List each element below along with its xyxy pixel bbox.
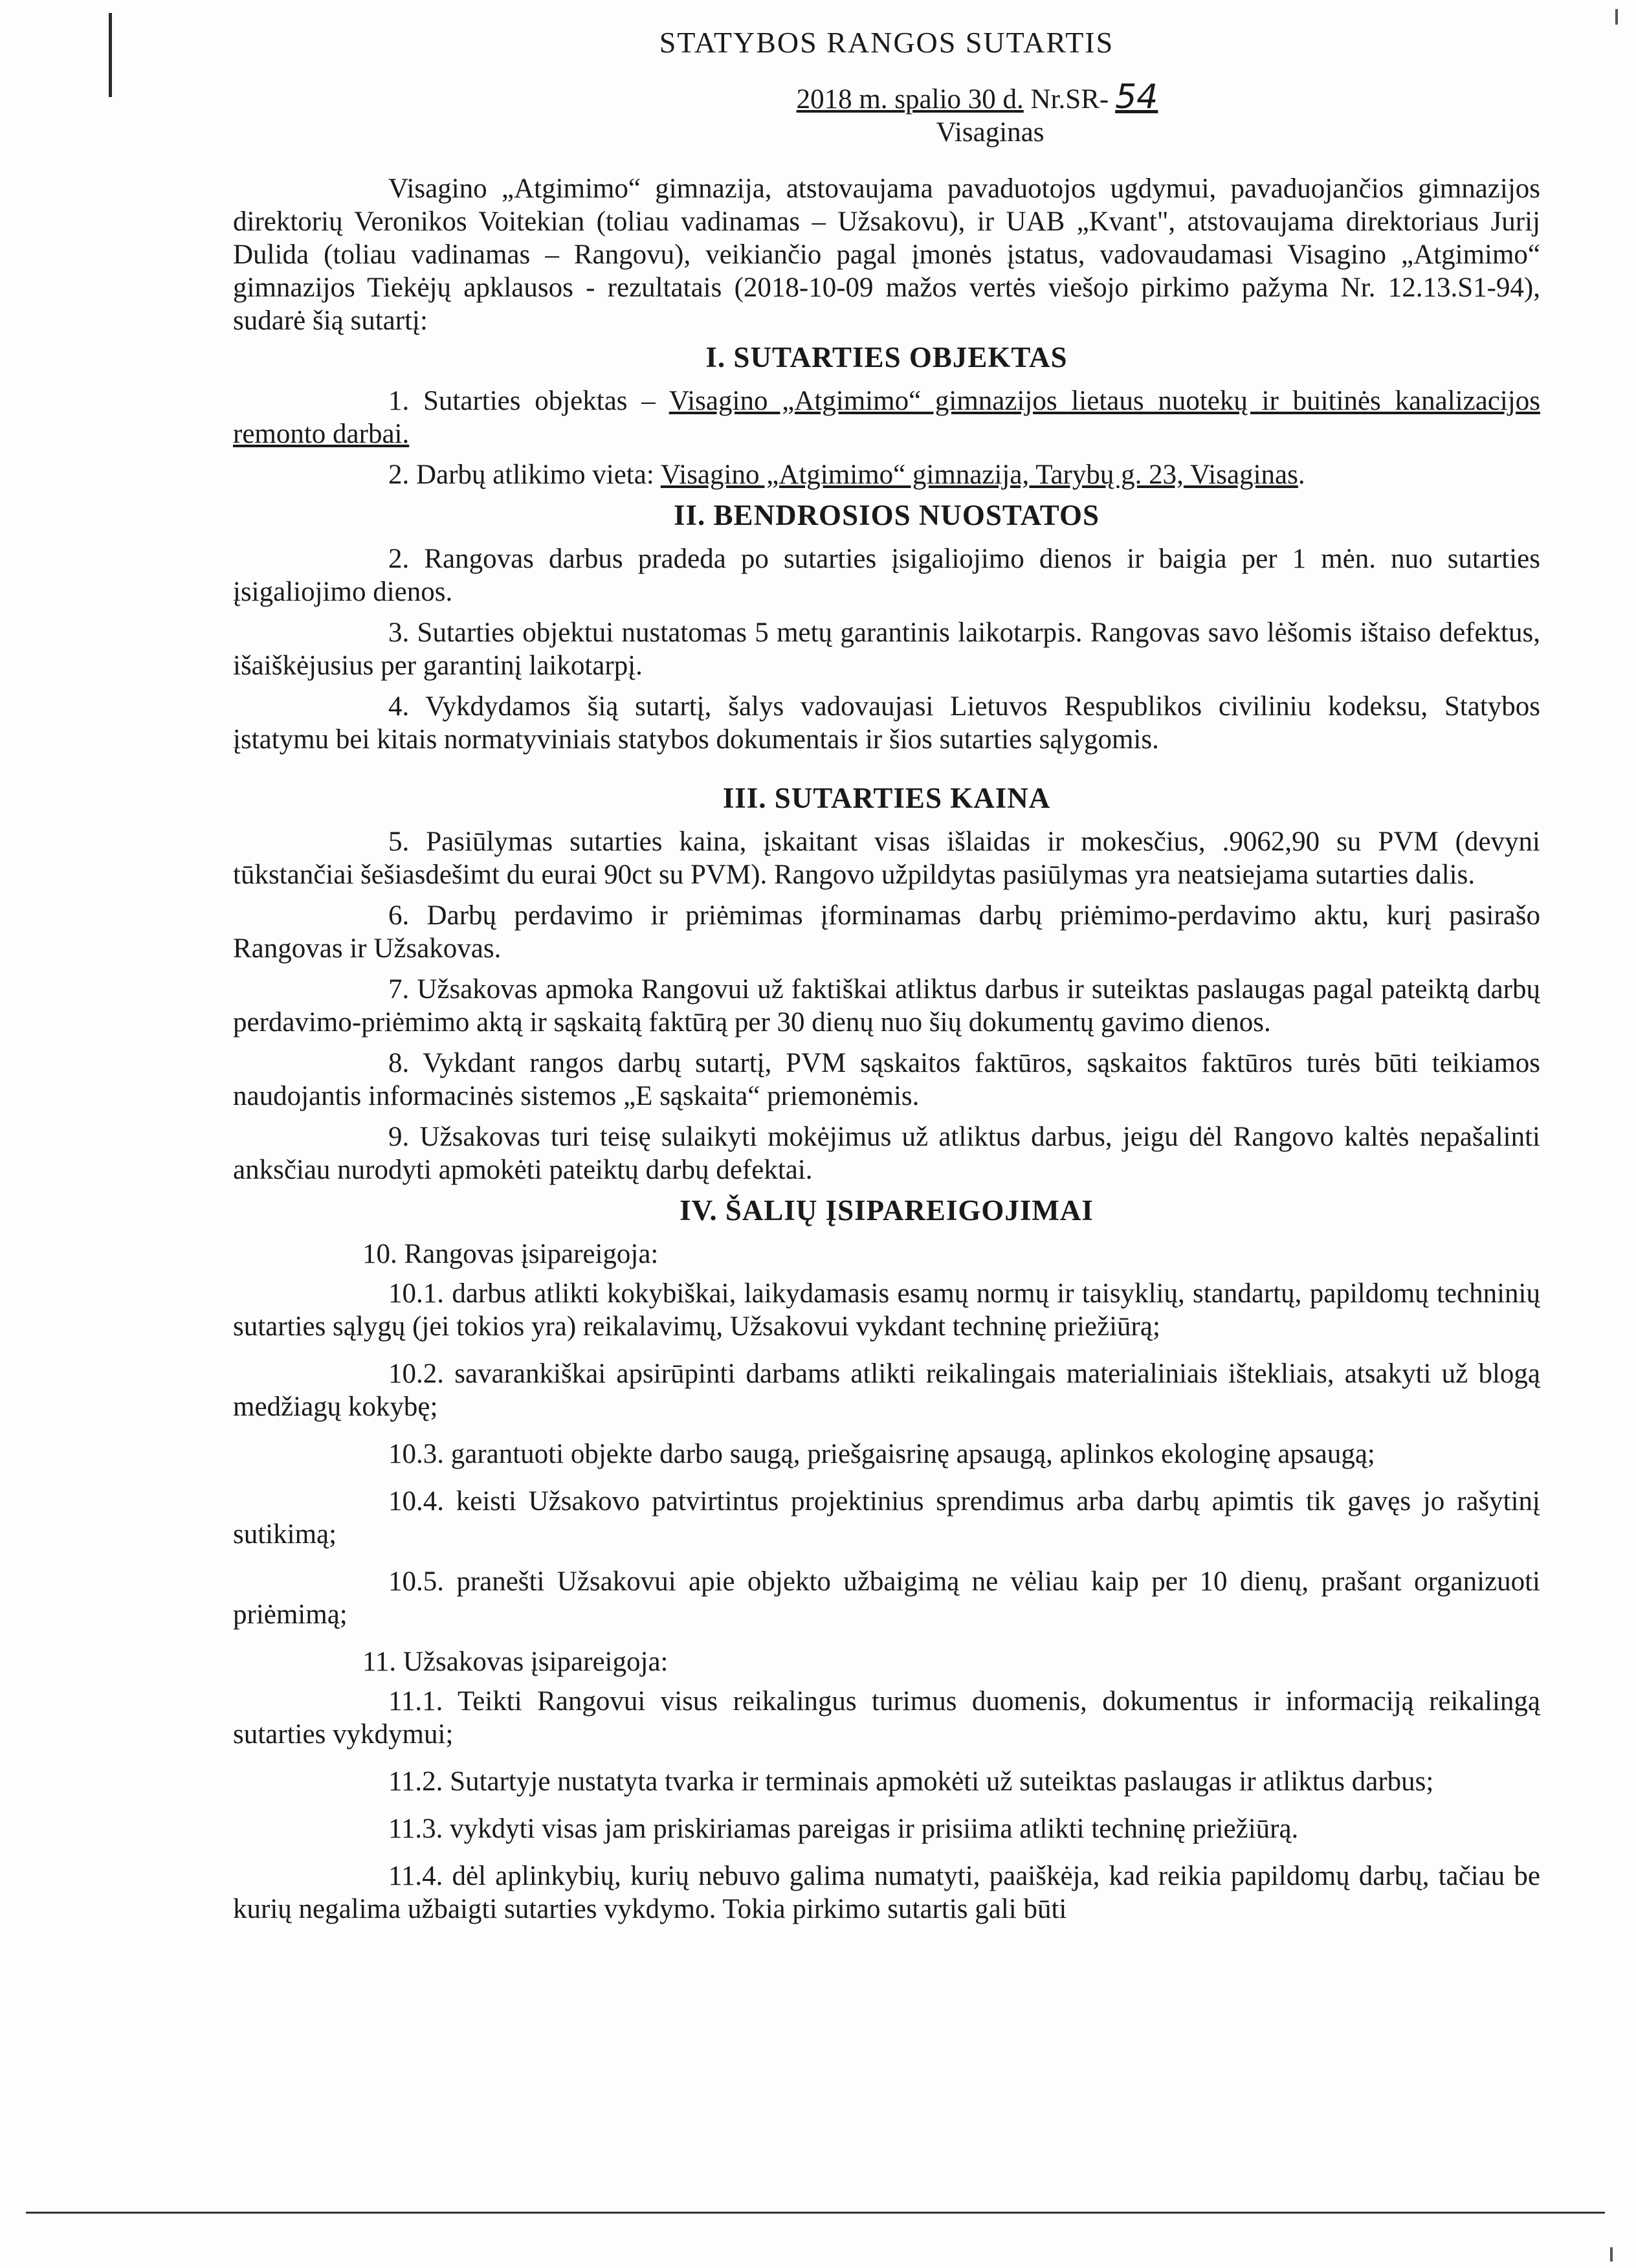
clause-3: 3. Sutarties objektui nustatomas 5 metų garantinis laikotarpis. Rangovas savo lėšomis ištaiso defektus, išaiškėjusius per garantinį laikotarpį. [233,617,1540,681]
clause-10: 10. Rangovas įsipareigoja: [362,1239,659,1269]
section-heading-isipareigojimai: IV. ŠALIŲ ĮSIPAREIGOJIMAI [680,1194,1094,1227]
contract-number-prefix: Nr.SR- [1030,84,1109,115]
clause-10-3: 10.3. garantuoti objekte darbo saugą, priešgaisrinę apsaugą, aplinkos ekologinę apsaugą; [388,1439,1375,1469]
clause-10-4: 10.4. keisti Užsakovo patvirtintus projektinius sprendimus arba darbų apimtis tik gavęs jo rašytinį sutikimą; [233,1486,1540,1550]
dateline [233,78,1540,117]
clause-1 [233,384,1540,450]
intro-paragraph: Visagino „Atgimimo“ gimnazija, atstovaujama pavaduotojos ugdymui, pavaduojančios gimnazijos direktorių Veronikos Voitekian (toliau vadinamas – Užsakovu), ir UAB „Kvant", atstovaujama direktoriaus Jurij Dulida (toliau vadinamas – Rangovu), veikiančio pagal įmonės įstatus, vadovaudamasi Visagino „Atgimimo“ gimnazijos Tiekėjų apklausos - rezultatais (2018-10-09 mažos vertės viešojo pirkimo pažyma Nr. 12.13.S1-94), sudarė šią sutartį: [233,173,1540,336]
clause-4: 4. Vykdydamos šią sutartį, šalys vadovaujasi Lietuvos Respublikos civiliniu kodeksu, Statybos įstatymu bei kitais normatyviniais statybos dokumentais ir šios sutarties sąlygomis. [233,691,1540,755]
clause-9: 9. Užsakovas turi teisę sulaikyti mokėjimus už atliktus darbus, jeigu dėl Rangovo kaltės nepašalinti anksčiau nurodyti apmokėti pateiktų darbų defektai. [233,1122,1540,1185]
clause-2-terms: 2. Rangovas darbus pradeda po sutarties įsigaliojimo dienos ir baigia per 1 mėn. nuo sutarties įsigaliojimo dienos. [233,544,1540,607]
contract-date: 2018 m. spalio 30 d. [796,84,1024,115]
section-heading-objektas: I. SUTARTIES OBJEKTAS [705,341,1068,373]
clause-11-4: 11.4. dėl aplinkybių, kurių nebuvo galima numatyti, paaiškėja, kad reikia papildomų darbų, tačiau be kurių negalima užbaigti sutarties vykdymo. Tokia pirkimo sutartis gali būti [233,1861,1540,1924]
clause-1-object: Visagino „Atgimimo“ gimnazijos lietaus nuotekų ir buitinės kanalizacijos remonto darbai. [233,386,1540,449]
clause-5: 5. Pasiūlymas sutarties kaina, įskaitant visas išlaidas ir mokesčius, .9062,90 su PVM (devyni tūkstančiai šešiasdešimt du eurai 90ct su PVM). Rangovo užpildytas pasiūlymas yra neatsiejama sutarties dalis. [233,827,1540,890]
clause-10-2: 10.2. savarankiškai apsirūpinti darbams atlikti reikalingais materialiniais ištekliais, atsakyti už blogą medžiagų kokybę; [233,1359,1540,1422]
page-bottom-rule [26,2212,1605,2214]
clause-11-3: 11.3. vykdyti visas jam priskiriamas pareigas ir prisiima atlikti techninę priežiūrą. [388,1814,1299,1844]
clause-6: 6. Darbų perdavimo ir priėmimas įforminamas darbų priėmimo-perdavimo aktu, kurį pasirašo Rangovas ir Užsakovas. [233,900,1540,964]
scan-margin-mark [109,13,112,97]
section-heading-bendrosios: II. BENDROSIOS NUOSTATOS [674,499,1100,531]
document-title: STATYBOS RANGOS SUTARTIS [659,26,1114,59]
clause-2-address: Visagino „Atgimimo“ gimnazija, Tarybų g. 23, Visaginas [660,460,1298,490]
clause-11-2: 11.2. Sutartyje nustatyta tvarka ir terminais apmokėti už suteiktas paslaugas ir atliktus darbus; [388,1766,1434,1797]
handwritten-contract-number: 54 [1115,78,1158,117]
clause-10-1: 10.1. darbus atlikti kokybiškai, laikydamasis esamų normų ir taisyklių, standartų, papildomų techninių sutarties sąlygų (jei tokios yra) reikalavimų, Užsakovui vykdant techninę priežiūrą; [233,1278,1540,1342]
document-page [233,26,1540,1940]
clause-2-location [233,458,1540,491]
section-heading-kaina: III. SUTARTIES KAINA [722,782,1051,814]
clause-1-lead: 1. Sutarties objektas – [388,386,656,416]
scan-corner-mark-bottom [1610,2247,1613,2262]
clause-8: 8. Vykdant rangos darbų sutartį, PVM sąskaitos faktūros, sąskaitos faktūros turės būti teikiamos naudojantis informacinės sistemos „E sąskaita“ priemonėmis. [233,1048,1540,1111]
clause-11-1: 11.1. Teikti Rangovui visus reikalingus turimus duomenis, dokumentus ir informaciją reikalingą sutarties vykdymui; [233,1686,1540,1750]
scan-corner-mark [1615,9,1618,25]
clause-10-5: 10.5. pranešti Užsakovui apie objekto užbaigimą ne vėliau kaip per 10 dienų, prašant organizuoti priėmimą; [233,1566,1540,1630]
clause-7: 7. Užsakovas apmoka Rangovui už faktiškai atliktus darbus ir suteiktas paslaugas pagal pateiktą darbų perdavimo-priėmimo aktą ir sąskaitą faktūrą per 30 dienų nuo šių dokumentų gavimo dienos. [233,974,1540,1038]
clause-11: 11. Užsakovas įsipareigoja: [362,1647,669,1677]
contract-city: Visaginas [936,117,1045,148]
clause-2-tail: . [1298,460,1305,490]
clause-2-lead: 2. Darbų atlikimo vieta: [388,460,654,490]
